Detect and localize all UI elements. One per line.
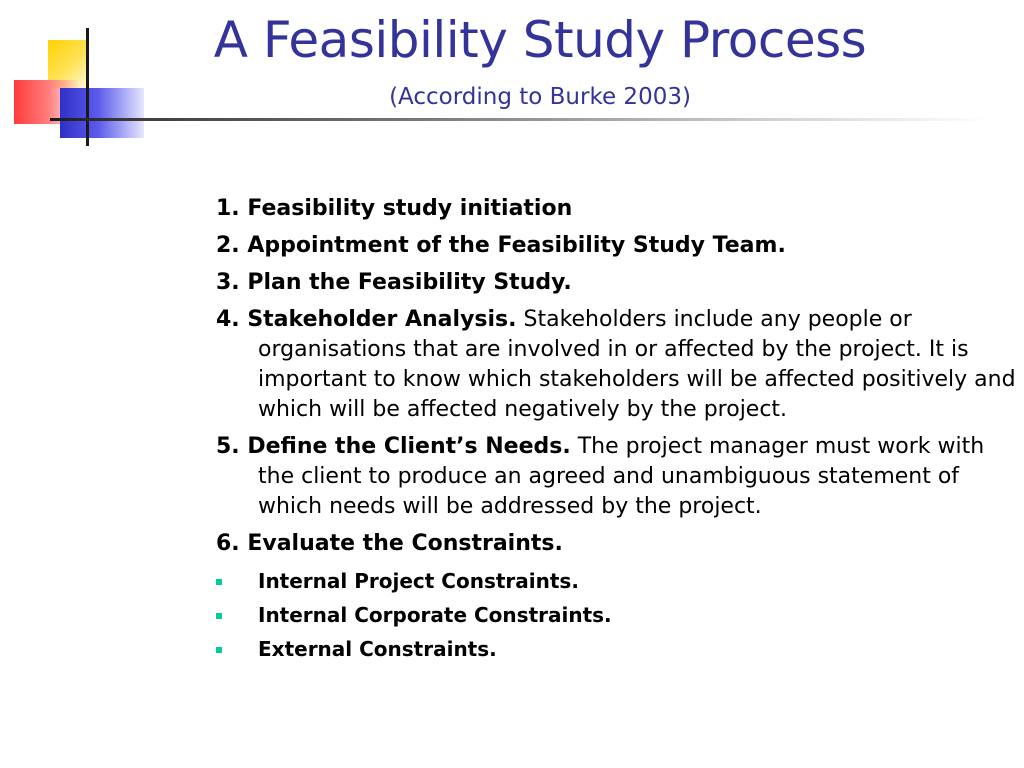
- square-bullet-icon: [216, 647, 222, 653]
- step-4-heading: 4. Stakeholder Analysis.: [216, 307, 517, 332]
- step-3: [216, 268, 1016, 298]
- step-3-heading: 3. Plan the Feasibility Study.: [216, 270, 572, 295]
- step-5: [216, 432, 1016, 522]
- slide-body: [216, 194, 1016, 668]
- constraint-label: Internal Corporate Constraints.: [258, 603, 612, 627]
- constraint-item-external: [216, 634, 1016, 664]
- constraint-label: External Constraints.: [258, 637, 497, 661]
- square-bullet-icon: [216, 613, 222, 619]
- constraint-item-internal-corporate: [216, 600, 1016, 630]
- step-6: [216, 529, 1016, 559]
- horizontal-rule: [50, 118, 990, 121]
- slide-title: A Feasibility Study Process: [213, 11, 867, 69]
- constraint-label: Internal Project Constraints.: [258, 569, 579, 593]
- step-1-heading: 1. Feasibility study initiation: [216, 196, 573, 221]
- step-4: [216, 305, 1016, 425]
- step-5-text: The project manager must work with the client to produce an agreed and unambiguous statement of which needs will be addressed by the project.: [258, 434, 985, 519]
- step-4-text: Stakeholders include any people or organisations that are involved in or affected by the project. It is important to know which stakeholders will be affected positively and which will be affected negatively by the project.: [258, 307, 1016, 422]
- slide-subtitle: (According to Burke 2003): [389, 84, 691, 110]
- step-2: [216, 231, 1016, 261]
- square-bullet-icon: [216, 579, 222, 585]
- step-5-heading: 5. Define the Client’s Needs.: [216, 434, 571, 459]
- step-1: [216, 194, 1016, 224]
- step-2-heading: 2. Appointment of the Feasibility Study Team.: [216, 233, 786, 258]
- constraint-item-internal-project: [216, 566, 1016, 596]
- step-6-heading: 6. Evaluate the Constraints.: [216, 531, 563, 556]
